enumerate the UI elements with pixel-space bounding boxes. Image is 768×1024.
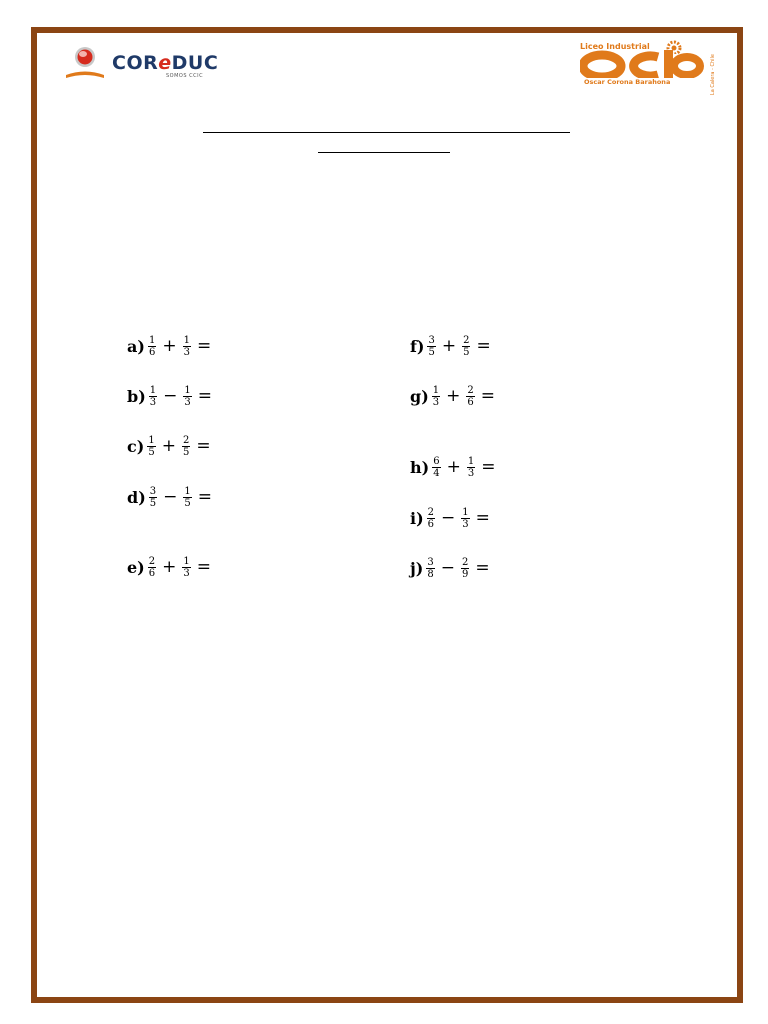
operator: − (163, 386, 178, 406)
exercise-label: g) (410, 386, 429, 406)
numerator: 1 (183, 555, 190, 567)
exercise-label: b) (127, 386, 146, 406)
operator: + (161, 436, 176, 456)
denominator: 6 (148, 567, 156, 579)
numerator: 2 (148, 555, 156, 567)
denominator: 3 (467, 467, 475, 479)
fraction-2 (461, 557, 469, 580)
numerator: 1 (183, 334, 190, 346)
equals-sign: = (196, 436, 211, 456)
liceo-name: Oscar Corona Barahona (584, 78, 671, 86)
denominator: 6 (148, 346, 156, 358)
equals-sign: = (480, 386, 496, 406)
denominator: 3 (462, 518, 469, 530)
equals-sign: = (476, 336, 491, 356)
exercise-a (127, 331, 215, 361)
numerator: 1 (184, 485, 191, 497)
numerator: 2 (461, 556, 469, 568)
fraction-2 (466, 385, 474, 408)
numerator: 2 (427, 506, 435, 518)
denominator: 6 (467, 396, 474, 408)
exercise-g (410, 381, 499, 411)
fraction-1 (432, 456, 440, 479)
fraction-1 (148, 556, 156, 579)
fraction-2 (182, 435, 190, 458)
coreduc-logo (62, 44, 219, 84)
denominator: 8 (427, 568, 434, 580)
denominator: 3 (432, 396, 440, 408)
exercise-i (410, 503, 494, 533)
exercise-label: c) (127, 436, 145, 456)
operator: − (440, 558, 455, 578)
denominator: 5 (149, 497, 157, 509)
numerator: 1 (149, 384, 157, 396)
ocb-letters-icon (580, 50, 708, 78)
numerator: 3 (149, 485, 157, 497)
operator: + (446, 457, 461, 477)
denominator: 5 (182, 446, 190, 458)
fraction-2 (182, 556, 190, 579)
operator: − (441, 508, 456, 528)
denominator: 5 (428, 346, 435, 358)
fraction-1 (427, 507, 435, 530)
title-blank-line (203, 132, 570, 133)
exercise-label: j) (410, 558, 424, 578)
exercise-label: h) (410, 457, 430, 477)
liceo-location: La Calera - Chile (710, 54, 716, 96)
equals-sign: = (196, 336, 212, 356)
equals-sign: = (196, 557, 211, 577)
denominator: 3 (149, 396, 157, 408)
exercise-label: e) (127, 557, 145, 577)
operator: + (441, 336, 457, 356)
fraction-2 (462, 335, 470, 358)
equals-sign: = (475, 508, 490, 528)
numerator: 2 (467, 384, 474, 396)
coreduc-emblem-icon (62, 44, 108, 84)
fraction-1 (149, 385, 157, 408)
numerator: 1 (467, 455, 475, 467)
denominator: 3 (183, 346, 190, 358)
numerator: 3 (427, 556, 434, 568)
numerator: 1 (148, 334, 156, 346)
fraction-2 (183, 486, 191, 509)
numerator: 2 (463, 334, 470, 346)
numerator: 6 (433, 455, 440, 467)
fraction-1 (148, 335, 156, 358)
page-border (31, 27, 743, 1003)
coreduc-tagline: SOMOS CCIC (166, 73, 204, 79)
denominator: 6 (427, 518, 435, 530)
coreduc-wordmark: COReDUC (112, 52, 219, 74)
fraction-1 (432, 385, 440, 408)
numerator: 1 (148, 434, 155, 446)
fraction-1 (149, 486, 157, 509)
fraction-1 (426, 557, 434, 580)
fraction-2 (183, 385, 191, 408)
fraction-1 (427, 335, 435, 358)
numerator: 1 (184, 384, 191, 396)
equals-sign: = (197, 386, 213, 406)
equals-sign: = (197, 487, 213, 507)
liceo-title: Liceo Industrial (580, 42, 650, 51)
exercise-label: f) (410, 336, 425, 356)
denominator: 3 (183, 567, 190, 579)
equals-sign: = (475, 558, 490, 578)
exercise-label: i) (410, 508, 424, 528)
fraction-2 (461, 507, 469, 530)
operator: + (446, 386, 461, 406)
fraction-2 (183, 335, 191, 358)
denominator: 9 (461, 568, 469, 580)
denominator: 3 (184, 396, 191, 408)
exercise-b (127, 381, 216, 411)
fraction-1 (147, 435, 155, 458)
fraction-2 (467, 456, 475, 479)
denominator: 4 (433, 467, 440, 479)
subtitle-blank-line (318, 152, 450, 153)
equals-sign: = (481, 457, 496, 477)
exercise-j (410, 553, 494, 583)
exercise-h (410, 452, 499, 482)
denominator: 5 (148, 446, 155, 458)
liceo-ocb-logo (576, 40, 724, 96)
exercise-c (127, 431, 215, 461)
numerator: 3 (428, 334, 435, 346)
operator: + (162, 557, 177, 577)
exercise-d (127, 482, 216, 512)
exercise-e (127, 552, 215, 582)
numerator: 1 (432, 384, 440, 396)
operator: − (163, 487, 178, 507)
exercise-f (410, 331, 495, 361)
exercise-label: d) (127, 487, 146, 507)
denominator: 5 (184, 497, 191, 509)
operator: + (162, 336, 177, 356)
numerator: 2 (182, 434, 190, 446)
denominator: 5 (463, 346, 470, 358)
numerator: 1 (462, 506, 469, 518)
exercise-label: a) (127, 336, 145, 356)
